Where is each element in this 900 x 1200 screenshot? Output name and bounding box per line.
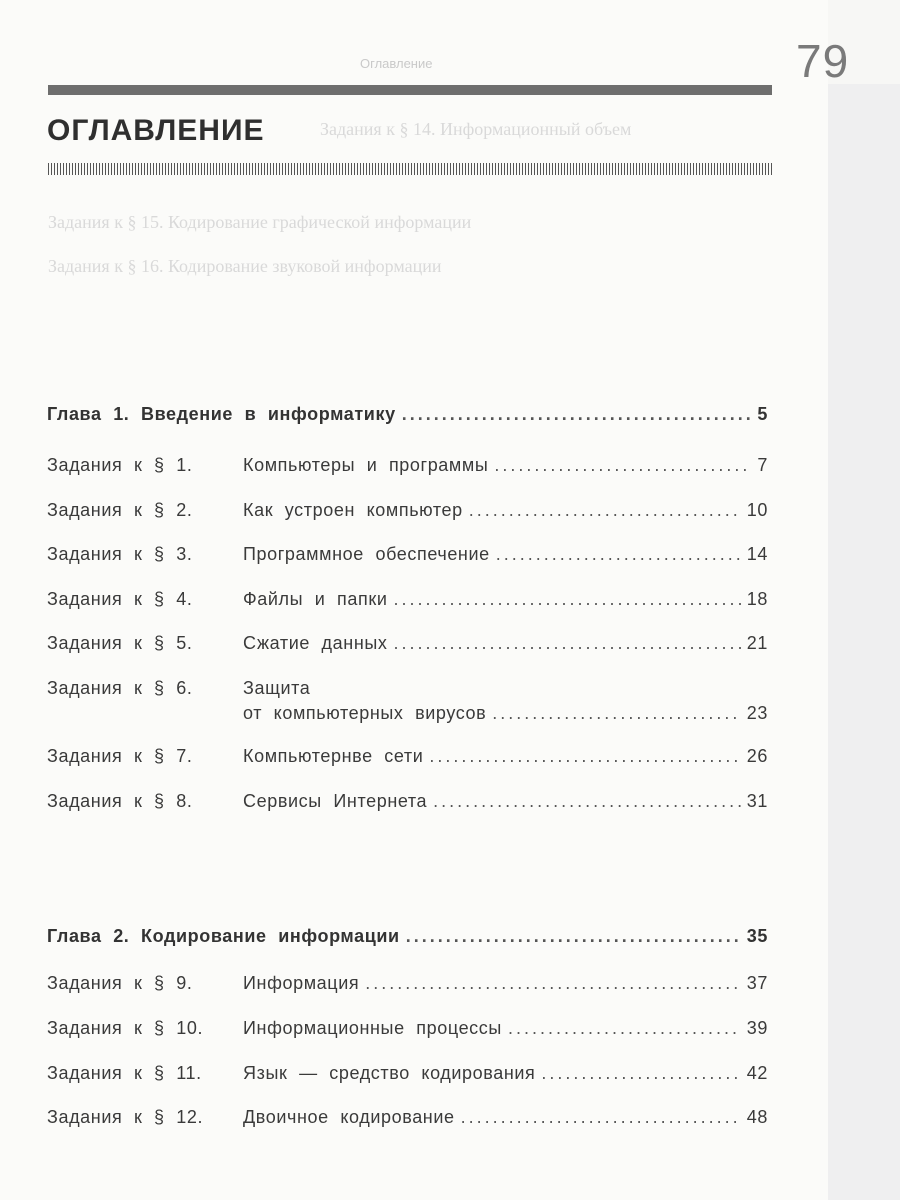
dot-leader: [461, 1107, 741, 1128]
toc-chapter-1[interactable]: [47, 404, 768, 425]
show-through-line: Задания к § 16. Кодирование звуковой информации: [48, 256, 442, 276]
dot-leader: [494, 455, 751, 476]
dot-leader: [541, 1063, 740, 1084]
entry-prefix: Задания к § 8.: [47, 791, 193, 811]
dot-leader: [365, 973, 741, 994]
entry-title: Двоичное кодирование: [243, 1107, 455, 1127]
toc-entry[interactable]: [47, 633, 768, 654]
entry-page: 31: [746, 791, 768, 811]
adjacent-page-edge: [828, 84, 900, 1200]
toc-entry[interactable]: [47, 973, 768, 994]
toc-entry[interactable]: [47, 1018, 768, 1039]
chapter-page: 35: [746, 926, 768, 946]
entry-title: Язык — средство кодирования: [243, 1063, 536, 1083]
title-hatch-rule: [48, 163, 772, 175]
chapter-page: 5: [757, 404, 768, 424]
entry-prefix: Задания к § 2.: [47, 500, 193, 520]
entry-page: 7: [757, 455, 768, 475]
entry-title: Компьютернве сети: [243, 746, 424, 766]
entry-title: Файлы и папки: [243, 589, 388, 609]
entry-title: от компьютерных вирусов: [243, 703, 487, 723]
chapter-title: Глава 1. Введение в информатику: [47, 404, 396, 424]
dot-leader: [402, 404, 752, 425]
show-through-line: Задания к § 15. Кодирование графической информации: [48, 212, 472, 232]
running-header: Оглавление: [360, 56, 433, 71]
dot-leader: [508, 1018, 741, 1039]
toc-entry[interactable]: [47, 589, 768, 610]
dot-leader: [393, 589, 740, 610]
entry-prefix: Задания к § 1.: [47, 455, 193, 475]
entry-page: 39: [746, 1018, 768, 1038]
toc-entry[interactable]: [47, 544, 768, 565]
entry-title: Сжатие данных: [243, 633, 388, 653]
toc-entry[interactable]: [47, 500, 768, 521]
entry-title-line1: Защита: [243, 678, 311, 698]
entry-page: 10: [746, 500, 768, 520]
entry-page: 26: [746, 746, 768, 766]
dot-leader: [406, 926, 741, 947]
entry-page: 18: [746, 589, 768, 609]
entry-title: Информационные процессы: [243, 1018, 502, 1038]
entry-page: 21: [746, 633, 768, 653]
toc-entry[interactable]: [47, 1063, 768, 1084]
entry-title: Программное обеспечение: [243, 544, 490, 564]
entry-prefix: Задания к § 6.: [47, 678, 193, 698]
toc-entry[interactable]: [47, 455, 768, 476]
entry-prefix: Задания к § 9.: [47, 973, 193, 993]
dot-leader: [394, 633, 741, 654]
entry-prefix: Задания к § 5.: [47, 633, 193, 653]
entry-prefix: Задания к § 7.: [47, 746, 193, 766]
toc-entry[interactable]: [47, 791, 768, 812]
entry-prefix: Задания к § 10.: [47, 1018, 204, 1038]
entry-title: Сервисы Интернета: [243, 791, 428, 811]
entry-title: Информация: [243, 973, 360, 993]
entry-title: Как устроен компьютер: [243, 500, 463, 520]
page-title: ОГЛАВЛЕНИЕ: [47, 114, 265, 147]
dot-leader: [469, 500, 741, 521]
entry-page: 23: [746, 703, 768, 723]
entry-prefix: Задания к § 3.: [47, 544, 193, 564]
dot-leader: [492, 703, 740, 724]
page-number: 79: [796, 35, 850, 87]
toc-chapter-2[interactable]: [47, 926, 768, 947]
toc-entry[interactable]: [47, 746, 768, 767]
entry-page: 48: [746, 1107, 768, 1127]
header-rule: [48, 85, 772, 95]
chapter-title: Глава 2. Кодирование информации: [47, 926, 400, 946]
entry-prefix: Задания к § 12.: [47, 1107, 204, 1127]
entry-page: 37: [746, 973, 768, 993]
dot-leader: [433, 791, 741, 812]
entry-prefix: Задания к § 4.: [47, 589, 193, 609]
entry-page: 42: [746, 1063, 768, 1083]
entry-prefix: Задания к § 11.: [47, 1063, 202, 1083]
show-through-line: Задания к § 14. Информационный объем: [320, 119, 632, 139]
entry-title: Компьютеры и программы: [243, 455, 489, 475]
dot-leader: [496, 544, 741, 565]
dot-leader: [429, 746, 740, 767]
entry-page: 14: [746, 544, 768, 564]
toc-entry[interactable]: [47, 1107, 768, 1128]
